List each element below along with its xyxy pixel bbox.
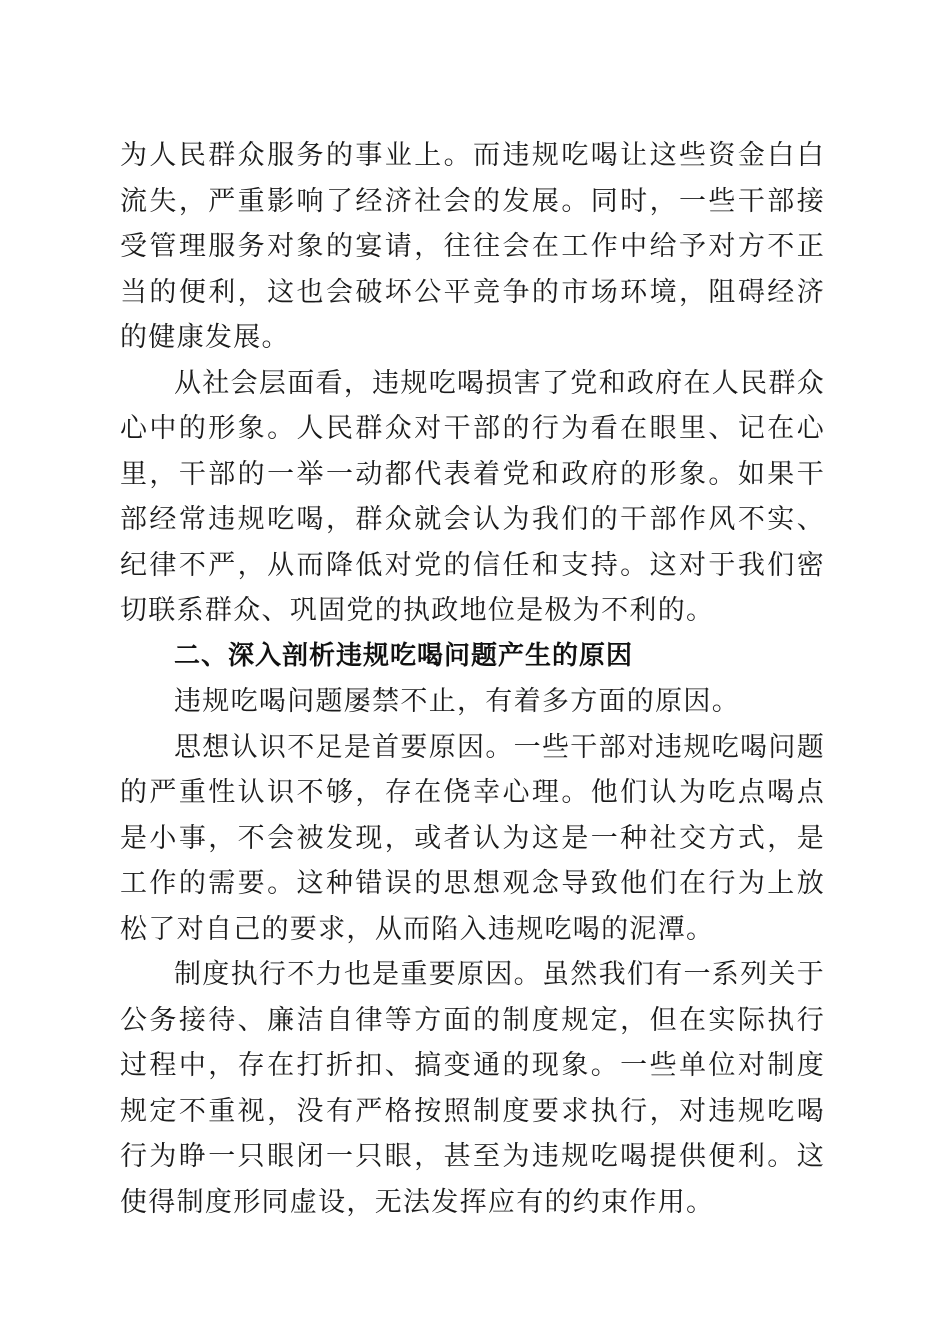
paragraph-social-impact: 从社会层面看，违规吃喝损害了党和政府在人民群众心中的形象。人民群众对干部的行为看在眼里、记在心里，干部的一举一动都代表着党和政府的形象。如果干部经常违规吃喝，群众就会认为我们的干部作风不实、纪律不严，从而降低对党的信任和支持。这对于我们密切联系群众、巩固党的执政地位是极为不利的。 xyxy=(120,367,825,626)
document-body xyxy=(120,133,825,1225)
paragraph-economic-impact: 为人民群众服务的事业上。而违规吃喝让这些资金白白流失，严重影响了经济社会的发展。同时，一些干部接受管理服务对象的宴请，往往会在工作中给予对方不正当的便利，这也会破坏公平竞争的市场环境，阻碍经济的健康发展。 xyxy=(120,140,825,353)
section-heading: 二、深入剖析违规吃喝问题产生的原因 xyxy=(174,640,634,671)
paragraph-causes-intro: 违规吃喝问题屡禁不止，有着多方面的原因。 xyxy=(174,686,740,717)
paragraph-enforcement-cause: 制度执行不力也是重要原因。虽然我们有一系列关于公务接待、廉洁自律等方面的制度规定，但在实际执行过程中，存在打折扣、搞变通的现象。一些单位对制度规定不重视，没有严格按照制度要求执行，对违规吃喝行为睁一只眼闭一只眼，甚至为违规吃喝提供便利。这使得制度形同虚设，无法发挥应有的约束作用。 xyxy=(120,959,825,1218)
paragraph-ideological-cause: 思想认识不足是首要原因。一些干部对违规吃喝问题的严重性认识不够，存在侥幸心理。他们认为吃点喝点是小事，不会被发现，或者认为这是一种社交方式，是工作的需要。这种错误的思想观念导致他们在行为上放松了对自己的要求，从而陷入违规吃喝的泥潭。 xyxy=(120,731,825,945)
